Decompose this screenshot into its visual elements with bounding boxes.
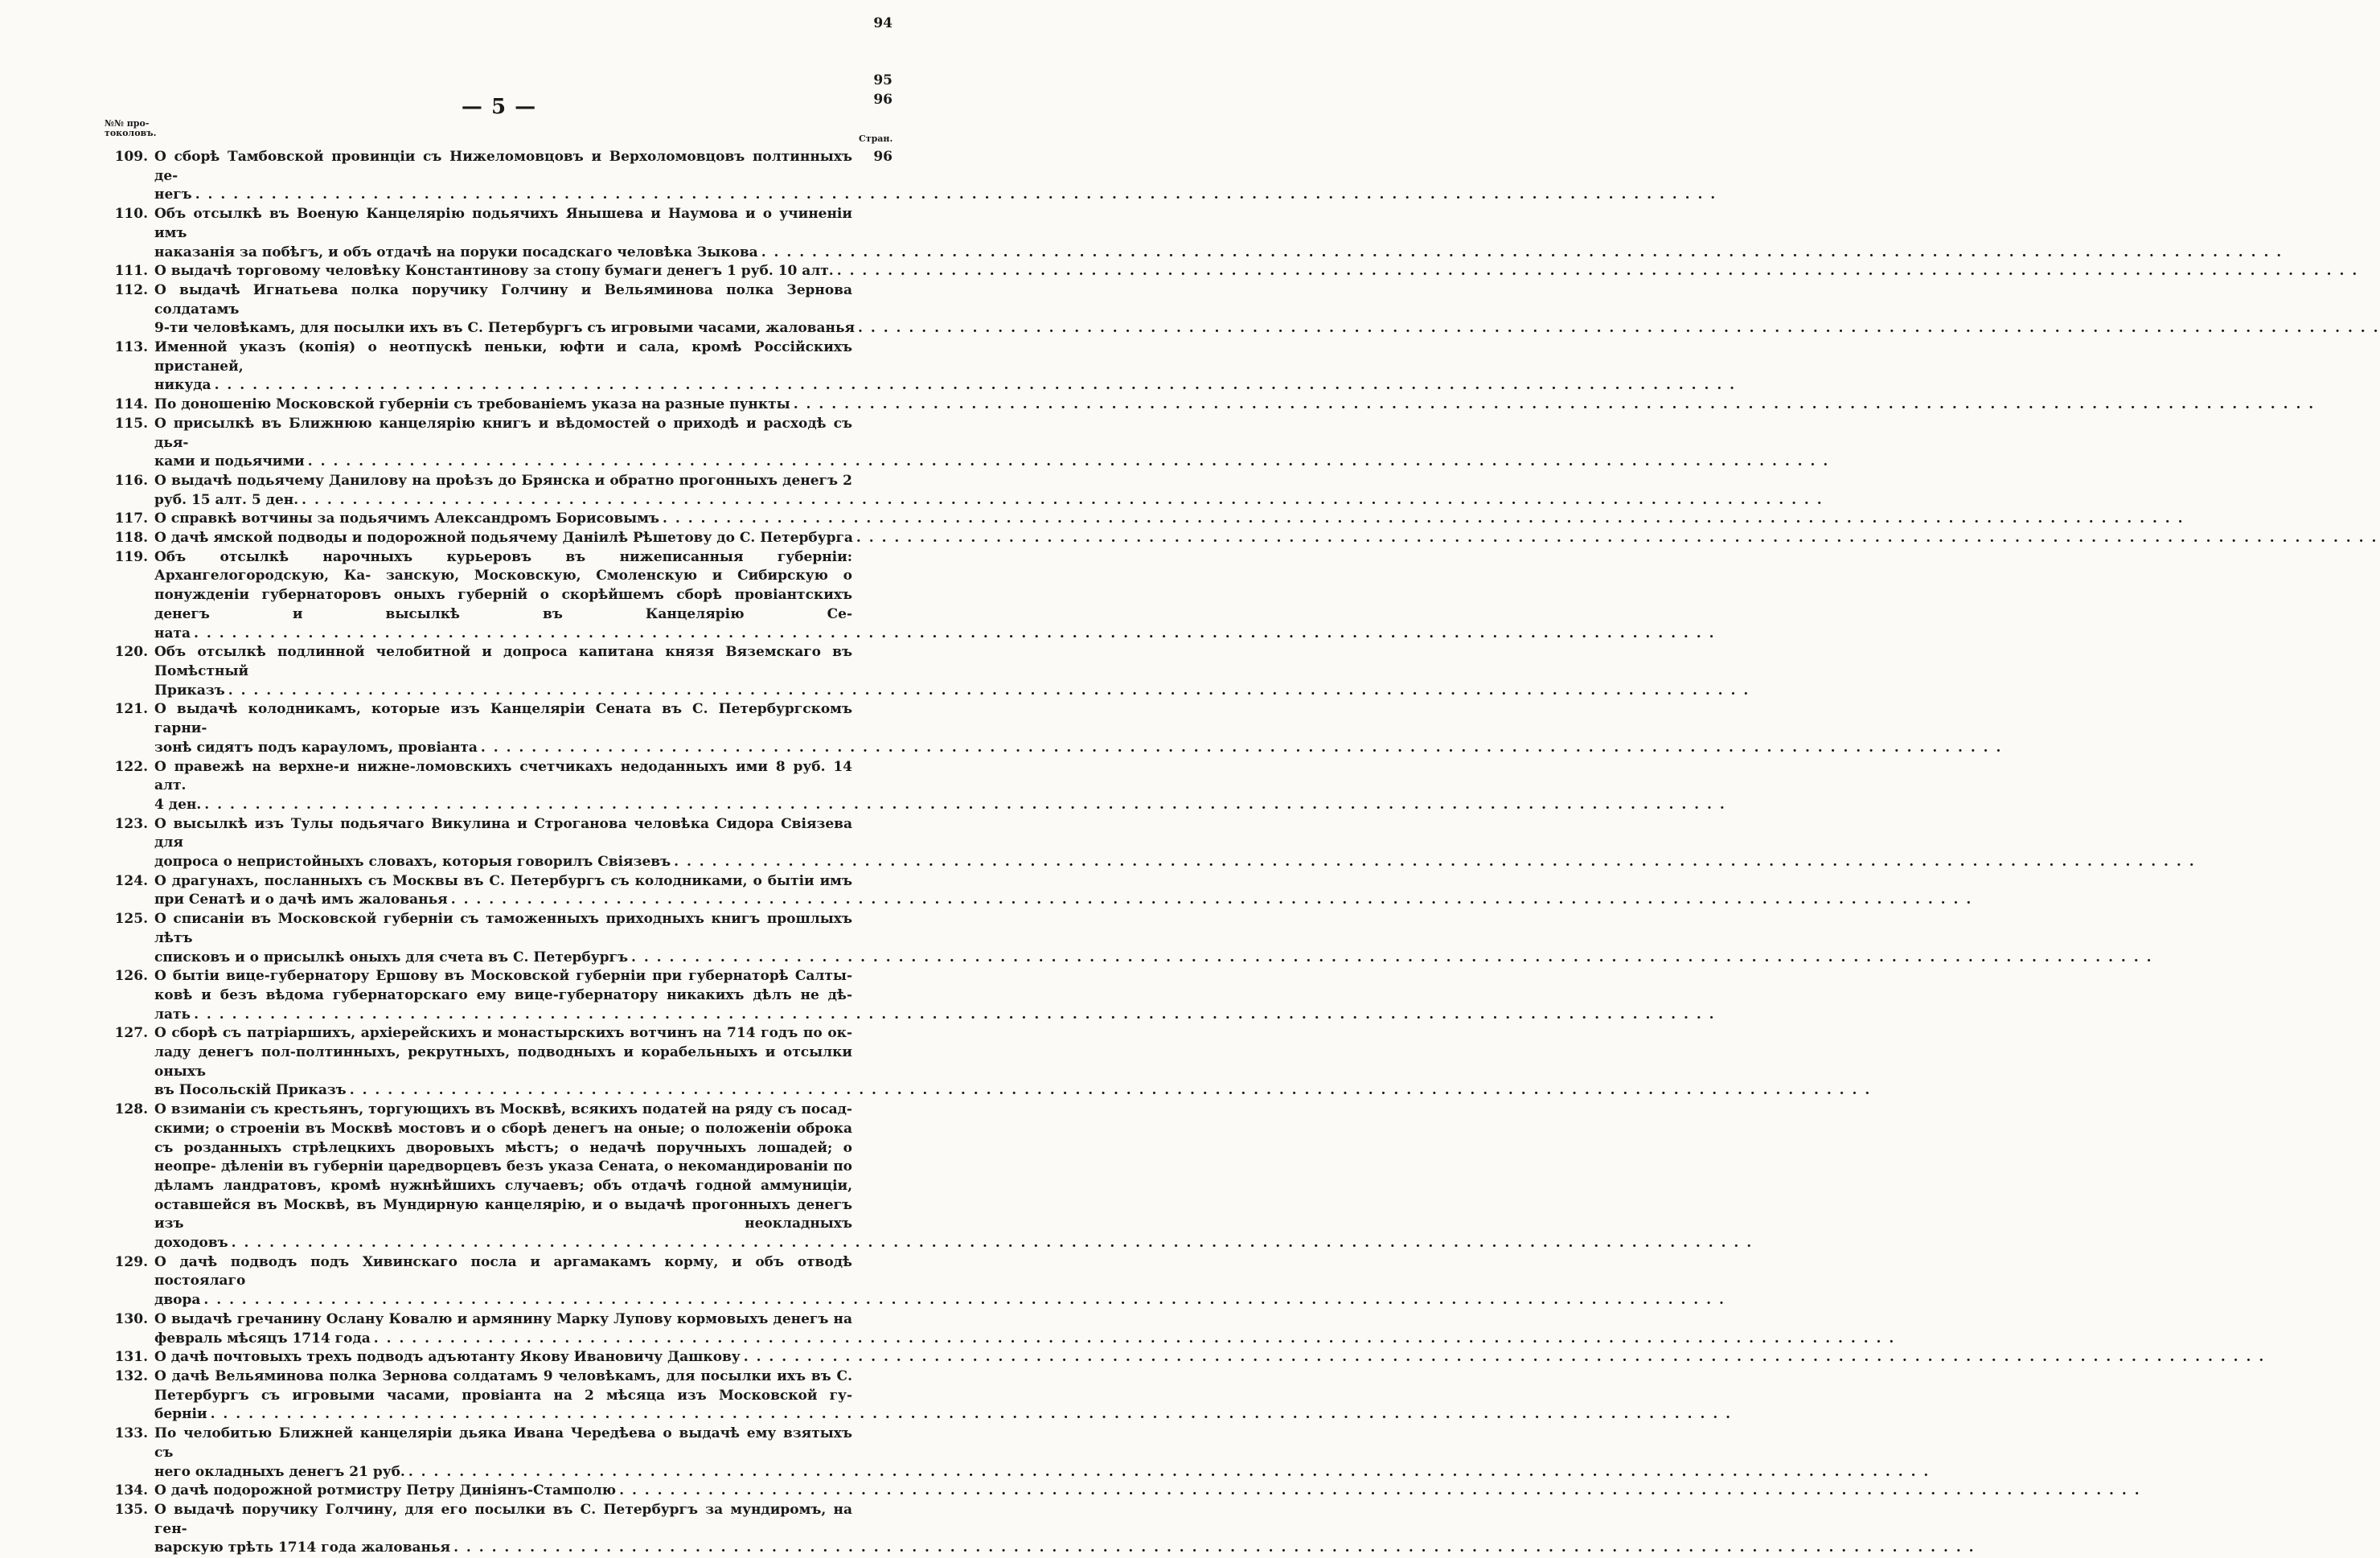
protocol-number: 133. (114, 1425, 148, 1442)
entry-title-last-line: ками и подьячими (154, 453, 305, 470)
leader-dots: . . . . . . . . . . . . . . . . . . . . . . . . . . . . . . . . . . . . . . . . . . . . . . . . . . . . . . . . . . . . . . . . . . . . . . . . . . . . . . . . . . . . . . . . . . . . . . . . . . . . . . . . . . . . . . . . . . . . . . . . (761, 244, 2284, 260)
page-number: — 5 — (461, 95, 537, 119)
leader-dots: . . . . . . . . . . . . . . . . . . . . . . . . . . . . . . . . . . . . . . . . . . . . . . . . . . . . . . . . . . . . . . . . . . . . . . . . . . . . . . . . . . . . . . . . . . . . . . . . . . . . . . . . . . . . . . . . . . . . . . . . (210, 1406, 1733, 1423)
leader-dots: . . . . . . . . . . . . . . . . . . . . . . . . . . . . . . . . . . . . . . . . . . . . . . . . . . . . . . . . . . . . . . . . . . . . . . . . . . . . . . . . . . . . . . . . . . . . . . . . . . . . . . . . . . . . . . . . . . . . . . . . (307, 453, 1830, 470)
leader-dots: . . . . . . . . . . . . . . . . . . . . . . . . . . . . . . . . . . . . . . . . . . . . . . . . . . . . . . . . . . . . . . . . . . . . . . . . . . . . . . . . . . . . . . . . . . . . . . . . . . . . . . . . . . . . . . . . . . . . . . . . (408, 1463, 1931, 1480)
entry-title (154, 548, 1716, 644)
entry-title-last-line: По доношенію Московской губерніи съ требованіемъ указа на разные пункты (154, 396, 790, 413)
leader-dots: . . . . . . . . . . . . . . . . . . . . . . . . . . . . . . . . . . . . . . . . . . . . . . . . . . . . . . . . . . . . . . . . . . . . . . . . . . . . . . . . . . . . . . . . . . . . . . . . . . . . . . . . . . . . . . . . . . . . . . . . (743, 1349, 2266, 1366)
page-column-label: Стран. (859, 133, 893, 144)
entry-title-lead: О выдачѣ подьячему Данилову на проѣзъ до Брянска и обратно прогонныхъ денегъ 2 (154, 472, 852, 489)
leader-dots: . . . . . . . . . . . . . . . . . . . . . . . . . . . . . . . . . . . . . . . . . . . . . . . . . . . . . . . . . . . . . . . . . . . . . . . . . . . . . . . . . . . . . . . . . . . . . . . . . . . . . . . . . . . . . . . . . . . . . . . . (453, 1540, 1976, 1556)
toc-entry (105, 338, 1737, 396)
leader-dots: . . . . . . . . . . . . . . . . . . . . . . . . . . . . . . . . . . . . . . . . . . . . . . . . . . . . . . . . . . . . . . . . . . . . . . . . . . . . . . . . . . . . . . . . . . . . . . . . . . . . . . . . . . . . . . . . . . . . . . . . (793, 396, 2316, 413)
entry-title-lead: О выдачѣ Игнатьева полка поручику Голчину и Вельяминова полка Зернова солдатамъ (154, 281, 852, 318)
toc-entry (105, 262, 2359, 281)
protocol-number: 113. (114, 339, 148, 356)
entry-title-last-line: февраль мѣсяцъ 1714 года (154, 1330, 371, 1347)
entry-title-lead: О дачѣ подводъ подъ Хивинскаго посла и аргамакамъ корму, и объ отводѣ постоялаго (154, 1253, 852, 1289)
leader-dots: . . . . . . . . . . . . . . . . . . . . . . . . . . . . . . . . . . . . . . . . . . . . . . . . . . . . . . . . . . . . . . . . . . . . . . . . . . . . . . . . . . . . . . . . . . . . . . . . . . . . . . . . . . . . . . . . . . . . . . . . (631, 949, 2153, 966)
protocol-number: 130. (114, 1310, 148, 1327)
toc-entry (105, 872, 1973, 910)
leader-dots: . . . . . . . . . . . . . . . . . . . . . . . . . . . . . . . . . . . . . . . . . . . . . . . . . . . . . . . . . . . . . . . . . . . . . . . . . . . . . . . . . . . . . . . . . . . . . . . . . . . . . . . . . . . . . . . . . . . . . . . . (228, 682, 1750, 699)
protocol-number: 115. (114, 415, 148, 432)
leader-dots: . . . . . . . . . . . . . . . . . . . . . . . . . . . . . . . . . . . . . . . . . . . . . . . . . . . . . . . . . . . . . . . . . . . . . . . . . . . . . . . . . . . . . . . . . . . . . . . . . . . . . . . . . . . . . . . . . . . . . . . . (373, 1330, 1896, 1347)
entry-title (154, 1348, 2266, 1367)
entry-title (154, 529, 2378, 548)
entry-title (154, 872, 1973, 910)
entry-title-last-line: доходовъ (154, 1235, 228, 1252)
entry-title-lead: О сборѣ съ патріаршихъ, архіерейскихъ и монастырскихъ вотчинъ на 714 годъ по ок- ладу денегъ пол-полтинныхъ, рекрутныхъ, подводныхъ и корабельныхъ и отсылки оныхъ (154, 1025, 852, 1080)
entry-title-last-line: О справкѣ вотчины за подьячимъ Александромъ Борисовымъ (154, 510, 660, 527)
entry-title-lead: Объ отсылкѣ нарочныхъ курьеровъ въ нижеписанныя губерніи: Архангелогородскую, Ка- занскую, Московскую, Смоленскую и Сибирскую о понужденіи губернаторовъ оныхъ губерній о скорѣйшемъ сборѣ провіантскихъ денегъ и высылкѣ въ Канцелярію Се- (154, 548, 852, 622)
page-reference: 96 (873, 149, 892, 166)
protocol-number: 132. (114, 1368, 148, 1384)
entry-title (154, 510, 2185, 529)
entry-title-lead: По челобитью Ближней канцеляріи дьяка Ивана Чередѣева о выдачѣ ему взятыхъ съ (154, 1425, 852, 1461)
entry-title-last-line: него окладныхъ денегъ 21 руб. (154, 1463, 405, 1480)
protocol-number: 112. (114, 281, 148, 298)
entry-title (154, 967, 1716, 1024)
protocol-number: 125. (114, 911, 148, 928)
entry-title-last-line: О выдачѣ торговому человѣку Константинову за стопу бумаги денегъ 1 руб. 10 алт. (154, 263, 834, 280)
toc-entry (105, 529, 2378, 548)
protocol-number: 117. (114, 510, 148, 527)
toc-entry (105, 415, 1830, 472)
entry-title-last-line: въ Посольскій Приказъ (154, 1082, 347, 1099)
leader-dots: . . . . . . . . . . . . . . . . . . . . . . . . . . . . . . . . . . . . . . . . . . . . . . . . . . . . . . . . . . . . . . . . . . . . . . . . . . . . . . . . . . . . . . . . . . . . . . . . . . . . . . . . . . . . . . . . . . . . . . . . (663, 510, 2185, 527)
entry-title (154, 1425, 1931, 1482)
protocol-number: 118. (114, 530, 148, 547)
entry-title-last-line: 9-ти человѣкамъ, для посылки ихъ въ С. Петербургъ съ игровыми часами, жалованья (154, 320, 856, 337)
entry-title (154, 262, 2359, 281)
entry-title (154, 1482, 2141, 1501)
entry-title (154, 415, 1830, 472)
leader-dots: . . . . . . . . . . . . . . . . . . . . . . . . . . . . . . . . . . . . . . . . . . . . . . . . . . . . . . . . . . . . . . . . . . . . . . . . . . . . . . . . . . . . . . . . . . . . . . . . . . . . . . . . . . . . . . . . . . . . . . . . (836, 263, 2359, 280)
protocol-number: 114. (114, 396, 148, 413)
entry-title-lead: О взиманіи съ крестьянъ, торгующихъ въ Москвѣ, всякихъ податей на ряду съ посад- скими; о строеніи въ Москвѣ мостовъ и о сборѣ денегъ на оные; о положеніи оброка съ розданныхъ стрѣлецкихъ дворовыхъ мѣстъ; о недачѣ поручныхъ лошадей; о неопре- дѣленіи въ губерніи царедворцевъ безъ указа Сената, о некомандированіи по дѣламъ ландратовъ, кромѣ нужнѣйшихъ случаевъ; объ отдачѣ годной аммуниціи, оставшейся въ Москвѣ, въ Мундирную канцелярію, и о выдачѣ прогонныхъ денегъ изъ неокладныхъ (154, 1101, 852, 1232)
entry-title (154, 396, 2316, 415)
entry-title (154, 1253, 1726, 1310)
entry-title-last-line: лать (154, 1006, 191, 1023)
toc-entry (105, 1253, 1726, 1310)
entry-title-lead: Объ отсылкѣ подлинной челобитной и допроса капитана князя Вяземскаго въ Помѣстный (154, 644, 852, 679)
protocol-number: 126. (114, 968, 148, 985)
leader-dots: . . . . . . . . . . . . . . . . . . . . . . . . . . . . . . . . . . . . . . . . . . . . . . . . . . . . . . . . . . . . . . . . . . . . . . . . . . . . . . . . . . . . . . . . . . . . . . . . . . . . . . . . . . . . . . . . . . . . . . . . (674, 854, 2196, 871)
page-reference: 94 (873, 15, 892, 32)
entry-title-last-line: двора (154, 1292, 201, 1309)
entry-title (154, 472, 1824, 510)
entry-title-last-line: ната (154, 625, 191, 642)
entry-title (154, 643, 1750, 700)
entry-title-last-line: О дачѣ подорожной ротмистру Петру Диніянъ-Стамполю (154, 1482, 617, 1499)
entry-title (154, 758, 1726, 815)
leader-dots: . . . . . . . . . . . . . . . . . . . . . . . . . . . . . . . . . . . . . . . . . . . . . . . . . . . . . . . . . . . . . . . . . . . . . . . . . . . . . . . . . . . . . . . . . . . . . . . . . . . . . . . . . . . . . . . . . . . . . . . . (858, 320, 2380, 337)
toc-entry (105, 643, 1750, 700)
entry-title (154, 910, 2153, 967)
entry-title-last-line: берніи (154, 1406, 207, 1423)
entry-title-lead: О присылкѣ въ Ближнюю канцелярію книгъ и вѣдомостей о приходѣ и расходѣ съ дья- (154, 415, 852, 451)
entry-title-last-line: 4 ден. (154, 796, 202, 813)
protocol-number: 134. (114, 1482, 148, 1499)
toc-entry (105, 1310, 1896, 1348)
protocol-number: 122. (114, 758, 148, 775)
toc-entry (105, 1101, 1754, 1253)
protocol-number: 119. (114, 548, 148, 565)
entry-title-lead: О драгунахъ, посланныхъ съ Москвы въ С. Петербургъ съ колодниками, о бытіи имъ (154, 872, 852, 889)
entry-title-last-line: негъ (154, 187, 192, 203)
toc-entry (105, 758, 1726, 815)
protocol-number: 127. (114, 1025, 148, 1042)
toc-entry (105, 205, 2284, 262)
leader-dots: . . . . . . . . . . . . . . . . . . . . . . . . . . . . . . . . . . . . . . . . . . . . . . . . . . . . . . . . . . . . . . . . . . . . . . . . . . . . . . . . . . . . . . . . . . . . . . . . . . . . . . . . . . . . . . . . . . . . . . . . (856, 530, 2378, 547)
page-reference: 95 (873, 72, 892, 89)
protocol-number: 124. (114, 872, 148, 889)
entry-title-lead: О списаніи въ Московской губерніи съ таможенныхъ приходныхъ книгъ прошлыхъ лѣтъ (154, 911, 852, 946)
protocol-number: 123. (114, 815, 148, 832)
entry-title-lead: О высылкѣ изъ Тулы подьячаго Викулина и Строганова человѣка Сидора Свіязева для (154, 815, 852, 851)
protocol-number: 128. (114, 1101, 148, 1118)
entry-title-last-line: наказанія за побѣгъ, и объ отдачѣ на поруки посадскаго человѣка Зыкова (154, 244, 758, 260)
entry-title-last-line: О дачѣ ямской подводы и подорожной подьячему Даніилѣ Рѣшетову до С. Петербурга (154, 530, 853, 547)
entry-title (154, 1101, 1754, 1253)
entry-title (154, 815, 2196, 872)
protocol-number: 131. (114, 1349, 148, 1366)
entry-title (154, 281, 2380, 338)
leader-dots: . . . . . . . . . . . . . . . . . . . . . . . . . . . . . . . . . . . . . . . . . . . . . . . . . . . . . . . . . . . . . . . . . . . . . . . . . . . . . . . . . . . . . . . . . . . . . . . . . . . . . . . . . . . . . . . . . . . . . . . . (231, 1235, 1754, 1252)
entry-title (154, 205, 2284, 262)
leader-dots: . . . . . . . . . . . . . . . . . . . . . . . . . . . . . . . . . . . . . . . . . . . . . . . . . . . . . . . . . . . . . . . . . . . . . . . . . . . . . . . . . . . . . . . . . . . . . . . . . . . . . . . . . . . . . . . . . . . . . . . . (203, 1292, 1726, 1309)
protocol-number: 109. (114, 149, 148, 165)
page-reference: 96 (873, 91, 892, 108)
entry-title (154, 1310, 1896, 1348)
toc-entry (105, 472, 1824, 510)
protocol-number: 129. (114, 1253, 148, 1270)
leader-dots: . . . . . . . . . . . . . . . . . . . . . . . . . . . . . . . . . . . . . . . . . . . . . . . . . . . . . . . . . . . . . . . . . . . . . . . . . . . . . . . . . . . . . . . . . . . . . . . . . . . . . . . . . . . . . . . . . . . . . . . . (619, 1482, 2141, 1499)
entry-title-last-line: зонѣ сидятъ подъ карауломъ, провіанта (154, 739, 478, 756)
protocol-label-line-2: токоловъ. (105, 128, 157, 138)
protocol-number-column-label (105, 119, 156, 138)
entry-title-last-line: никуда (154, 377, 211, 394)
leader-dots: . . . . . . . . . . . . . . . . . . . . . . . . . . . . . . . . . . . . . . . . . . . . . . . . . . . . . . . . . . . . . . . . . . . . . . . . . . . . . . . . . . . . . . . . . . . . . . . . . . . . . . . . . . . . . . . . . . . . . . . . (450, 892, 1973, 908)
entry-title-last-line: варскую трѣть 1714 года жалованья (154, 1540, 451, 1556)
entry-title-last-line: О дачѣ почтовыхъ трехъ подводъ адъютанту Якову Ивановичу Дашкову (154, 1349, 741, 1366)
toc-entry (105, 967, 1716, 1024)
toc-entry (105, 1348, 2266, 1367)
entry-title-last-line: списковъ и о присылкѣ оныхъ для счета въ С. Петербургъ (154, 949, 628, 966)
leader-dots: . . . . . . . . . . . . . . . . . . . . . . . . . . . . . . . . . . . . . . . . . . . . . . . . . . . . . . . . . . . . . . . . . . . . . . . . . . . . . . . . . . . . . . . . . . . . . . . . . . . . . . . . . . . . . . . . . . . . . . . . (194, 625, 1716, 642)
entry-title (154, 1501, 1976, 1558)
entry-title-last-line: Приказъ (154, 682, 225, 699)
toc-entry (105, 1024, 1872, 1101)
leader-dots: . . . . . . . . . . . . . . . . . . . . . . . . . . . . . . . . . . . . . . . . . . . . . . . . . . . . . . . . . . . . . . . . . . . . . . . . . . . . . . . . . . . . . . . . . . . . . . . . . . . . . . . . . . . . . . . . . . . . . . . . (194, 1006, 1716, 1023)
entry-title-lead: Объ отсылкѣ въ Военую Канцелярію подьячихъ Янышева и Наумова и о учиненіи имъ (154, 206, 852, 241)
toc-entry (105, 396, 2316, 415)
leader-dots: . . . . . . . . . . . . . . . . . . . . . . . . . . . . . . . . . . . . . . . . . . . . . . . . . . . . . . . . . . . . . . . . . . . . . . . . . . . . . . . . . . . . . . . . . . . . . . . . . . . . . . . . . . . . . . . . . . . . . . . . (204, 796, 1726, 813)
protocol-number: 110. (114, 206, 148, 223)
entry-title-lead: Именной указъ (копія) о неотпускѣ пеньки, юфти и сала, кромѣ Россійскихъ пристаней, (154, 339, 852, 375)
protocol-label-line-1: №№ про- (105, 118, 150, 129)
leader-dots: . . . . . . . . . . . . . . . . . . . . . . . . . . . . . . . . . . . . . . . . . . . . . . . . . . . . . . . . . . . . . . . . . . . . . . . . . . . . . . . . . . . . . . . . . . . . . . . . . . . . . . . . . . . . . . . . . . . . . . . . (302, 491, 1824, 508)
protocol-number: 135. (114, 1501, 148, 1518)
leader-dots: . . . . . . . . . . . . . . . . . . . . . . . . . . . . . . . . . . . . . . . . . . . . . . . . . . . . . . . . . . . . . . . . . . . . . . . . . . . . . . . . . . . . . . . . . . . . . . . . . . . . . . . . . . . . . . . . . . . . . . . . (480, 739, 2003, 756)
entry-title-last-line: при Сенатѣ и о дачѣ имъ жалованья (154, 892, 448, 908)
protocol-number: 121. (114, 701, 148, 718)
entry-title-lead: О выдачѣ поручику Голчину, для его посылки въ С. Петербургъ за мундиромъ, на ген- (154, 1501, 852, 1537)
entry-title (154, 1367, 1733, 1425)
entry-title-lead: О дачѣ Вельяминова полка Зернова солдатамъ 9 человѣкамъ, для посылки ихъ въ С. Петербургъ съ игровыми часами, провіанта на 2 мѣсяца изъ Московской гу- (154, 1368, 852, 1404)
toc-entry (105, 148, 1717, 205)
entry-title-last-line: руб. 15 алт. 5 ден. (154, 491, 299, 508)
entry-title-lead: О правежѣ на верхне-и нижне-ломовскихъ счетчикахъ недоданныхъ ими 8 руб. 14 алт. (154, 758, 852, 794)
toc-entry (105, 281, 2380, 338)
entry-title-lead: О выдачѣ колодникамъ, которые изъ Канцеляріи Сената въ С. Петербургскомъ гарни- (154, 701, 852, 737)
entry-title-lead: О сборѣ Тамбовской провинціи съ Нижеломовцовъ и Верхоломовцовъ полтинныхъ де- (154, 149, 852, 184)
protocol-number: 111. (114, 263, 148, 280)
entry-title-lead: О выдачѣ гречанину Ослану Ковалю и армянину Марку Лупову кормовыхъ денегъ на (154, 1310, 852, 1327)
leader-dots: . . . . . . . . . . . . . . . . . . . . . . . . . . . . . . . . . . . . . . . . . . . . . . . . . . . . . . . . . . . . . . . . . . . . . . . . . . . . . . . . . . . . . . . . . . . . . . . . . . . . . . . . . . . . . . . . . . . . . . . . (195, 187, 1717, 203)
toc-entry (105, 548, 1716, 644)
entry-title-last-line: допроса о непристойныхъ словахъ, которыя говорилъ Свіязевъ (154, 854, 671, 871)
toc-entry (105, 910, 2153, 967)
protocol-number: 116. (114, 472, 148, 489)
entry-title (154, 700, 2003, 757)
toc-entry (105, 510, 2185, 529)
entry-title (154, 1024, 1872, 1101)
leader-dots: . . . . . . . . . . . . . . . . . . . . . . . . . . . . . . . . . . . . . . . . . . . . . . . . . . . . . . . . . . . . . . . . . . . . . . . . . . . . . . . . . . . . . . . . . . . . . . . . . . . . . . . . . . . . . . . . . . . . . . . . (214, 377, 1737, 394)
toc-entry (105, 700, 2003, 757)
protocol-number: 120. (114, 644, 148, 661)
leader-dots: . . . . . . . . . . . . . . . . . . . . . . . . . . . . . . . . . . . . . . . . . . . . . . . . . . . . . . . . . . . . . . . . . . . . . . . . . . . . . . . . . . . . . . . . . . . . . . . . . . . . . . . . . . . . . . . . . . . . . . . . (349, 1082, 1872, 1099)
entry-title (154, 338, 1737, 396)
entry-title-lead: О бытіи вице-губернатору Ершову въ Московской губерніи при губернаторѣ Салты- ковѣ и безъ вѣдома губернаторскаго ему вице-губернатору никакихъ дѣлъ не дѣ- (154, 968, 852, 1003)
toc-entry (105, 815, 2196, 872)
